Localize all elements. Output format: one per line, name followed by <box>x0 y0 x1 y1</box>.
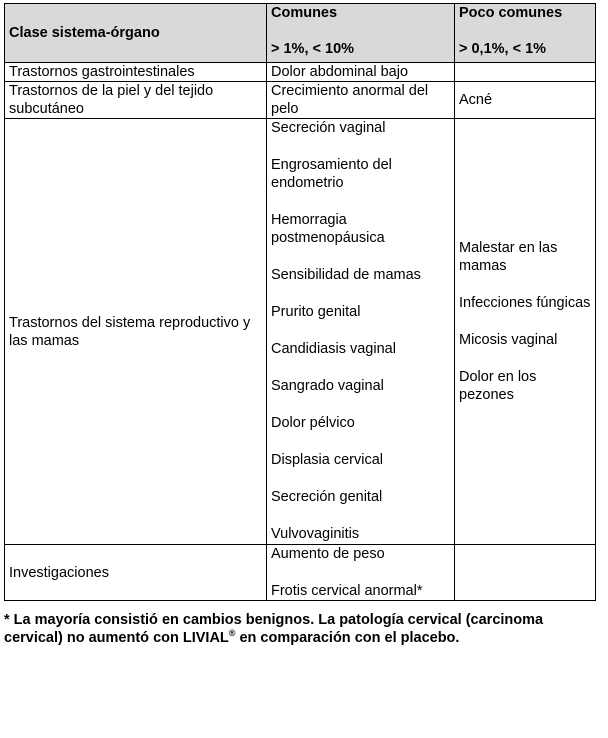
common-effect: Displasia cervical <box>271 452 384 468</box>
uncommon-effect: Micosis vaginal <box>459 332 558 348</box>
common-effect: Vulvovaginitis <box>271 526 360 542</box>
common-effect: Secreción genital <box>271 489 383 505</box>
common-effect: Candidiasis vaginal <box>271 341 396 357</box>
common-cell <box>267 119 455 545</box>
common-effect: Prurito genital <box>271 304 361 320</box>
header-common-range: > 1%, < 10% <box>271 41 355 57</box>
footnote-text-end: en comparación con el placebo. <box>235 630 460 646</box>
uncommon-cell <box>455 63 596 82</box>
header-common <box>267 4 455 63</box>
uncommon-effect: Dolor en los pezones <box>459 369 537 403</box>
organ-class-cell: Trastornos del sistema reproductivo y las mamas <box>5 119 267 545</box>
adverse-reactions-table <box>4 3 596 601</box>
uncommon-effect: Infecciones fúngicas <box>459 295 591 311</box>
common-effect: Dolor pélvico <box>271 415 355 431</box>
common-effect: Sensibilidad de mamas <box>271 267 421 283</box>
uncommon-cell <box>455 119 596 545</box>
common-effect: Dolor abdominal bajo <box>271 64 409 80</box>
common-cell <box>267 545 455 601</box>
common-effect: Engrosamiento del endometrio <box>271 157 392 191</box>
common-effect: Hemorragia postmenopáusica <box>271 212 385 246</box>
table-row <box>5 119 596 545</box>
table-row <box>5 82 596 119</box>
table-row <box>5 63 596 82</box>
organ-class-cell: Trastornos de la piel y del tejido subcutáneo <box>5 82 267 119</box>
table-row <box>5 545 596 601</box>
common-effect: Crecimiento anormal del pelo <box>271 83 429 117</box>
common-effect: Aumento de peso <box>271 546 385 562</box>
header-uncommon-range: > 0,1%, < 1% <box>459 41 547 57</box>
uncommon-effect: Malestar en las mamas <box>459 240 558 274</box>
footnote <box>4 611 564 647</box>
uncommon-effect: Acné <box>459 92 493 108</box>
header-uncommon-title: Poco comunes <box>459 5 563 21</box>
footnote-text: * La mayoría consistió en cambios benignos. La patología cervical (carcinoma cervical) no aumentó con LIVIAL <box>4 612 544 646</box>
organ-class-cell: Investigaciones <box>5 545 267 601</box>
common-cell <box>267 63 455 82</box>
header-uncommon <box>455 4 596 63</box>
header-organ-class: Clase sistema-órgano <box>5 4 267 63</box>
common-cell <box>267 82 455 119</box>
registered-mark: ® <box>228 628 236 639</box>
uncommon-cell <box>455 82 596 119</box>
common-effect: Sangrado vaginal <box>271 378 384 394</box>
organ-class-cell: Trastornos gastrointestinales <box>5 63 267 82</box>
header-common-title: Comunes <box>271 5 338 21</box>
uncommon-cell <box>455 545 596 601</box>
common-effect: Secreción vaginal <box>271 120 386 136</box>
table-header-row <box>5 4 596 63</box>
common-effect: Frotis cervical anormal* <box>271 583 423 599</box>
